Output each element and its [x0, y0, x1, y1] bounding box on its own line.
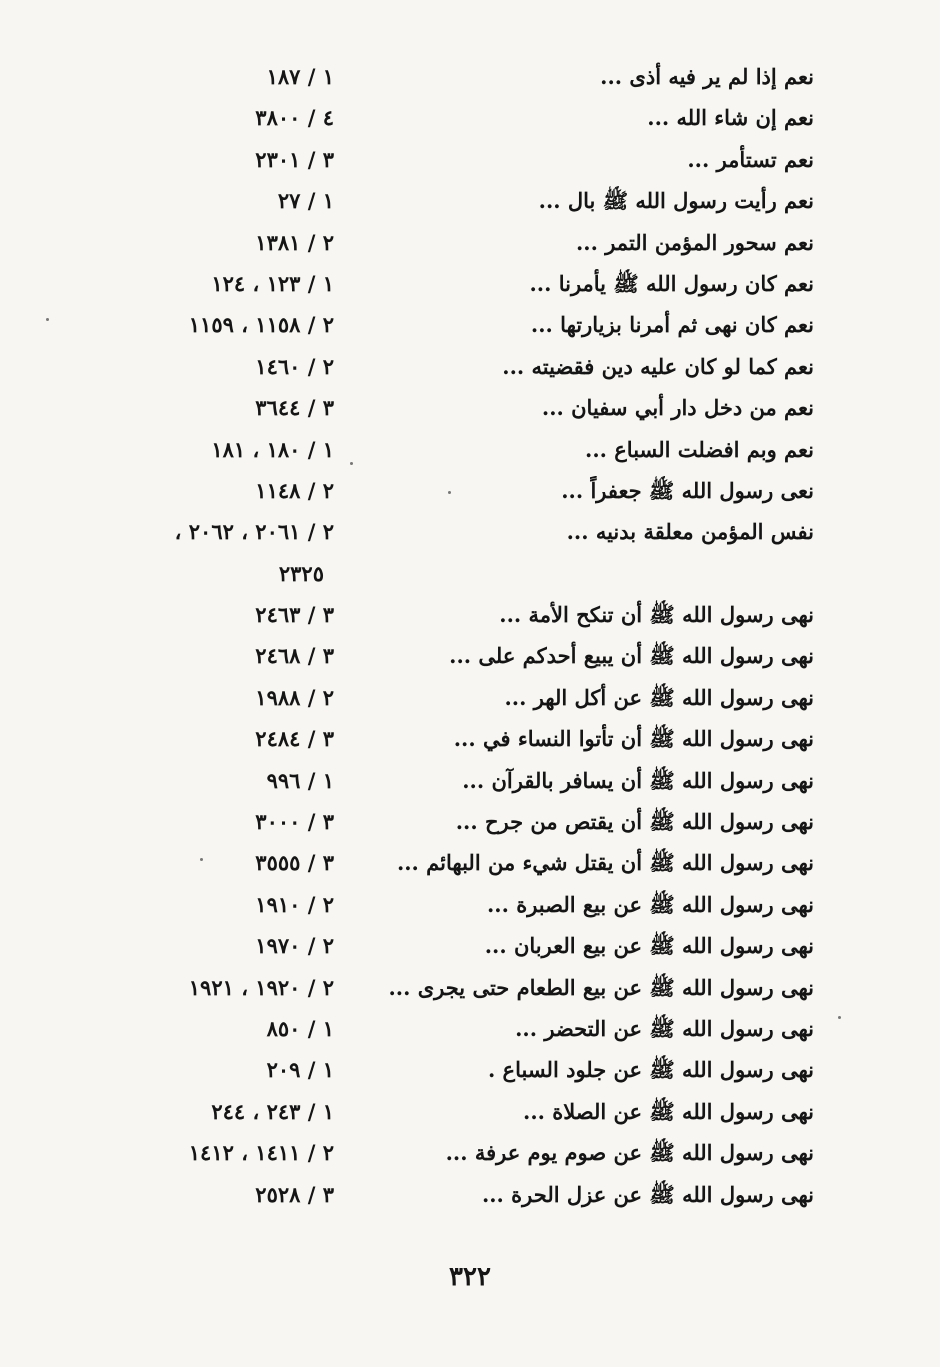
entry-reference: ١ / ٢٧ [277, 188, 334, 214]
entry-phrase: نهى رسول الله ﷺ أن يبيع أحدكم على ... [449, 643, 814, 669]
index-entry [0, 224, 940, 265]
index-entry-list [0, 58, 940, 1217]
index-entry [0, 306, 940, 347]
index-entry [0, 1176, 940, 1217]
index-entry [0, 1134, 940, 1175]
index-entry [0, 348, 940, 389]
entry-phrase: نعم تستأمر ... [687, 146, 814, 172]
index-entry [0, 513, 940, 554]
paper-speck [838, 1016, 841, 1019]
entry-phrase: نعى رسول الله ﷺ جعفراً ... [561, 477, 814, 503]
entry-reference: ٢ / ١٤٦٠ [255, 353, 334, 379]
entry-reference: ٣ / ٢٣٠١ [255, 146, 334, 172]
index-entry [0, 431, 940, 472]
index-entry [0, 555, 940, 596]
index-entry [0, 886, 940, 927]
entry-reference: ٣ / ٢٤٦٨ [255, 643, 334, 669]
index-entry [0, 389, 940, 430]
entry-reference: ٢ / ١٩٧٠ [255, 933, 334, 959]
index-entry [0, 596, 940, 637]
entry-phrase: نعم كان رسول الله ﷺ يأمرنا ... [529, 270, 814, 296]
entry-phrase: نهى رسول الله ﷺ عن بيع الصبرة ... [486, 891, 814, 917]
entry-phrase: نهى رسول الله ﷺ أن يسافر بالقرآن ... [462, 767, 814, 793]
entry-reference: ٢ / ١١٤٨ [255, 477, 334, 503]
index-entry [0, 182, 940, 223]
index-entry [0, 58, 940, 99]
entry-reference: ١ / ١٢٣ ، ١٢٤ [211, 270, 334, 296]
index-entry [0, 803, 940, 844]
index-entry [0, 141, 940, 182]
entry-reference: ١ / ٢٠٩ [266, 1057, 334, 1083]
entry-reference: ٢ / ٢٠٦١ ، ٢٠٦٢ ، [174, 519, 334, 545]
paper-speck [46, 318, 49, 321]
entry-phrase: نهى رسول الله ﷺ عن بيع الطعام حتى يجرى ... [388, 974, 814, 1000]
entry-reference: ١ / ٢٤٣ ، ٢٤٤ [211, 1098, 334, 1124]
index-entry [0, 265, 940, 306]
entry-phrase: نهى رسول الله ﷺ عن أكل الهر ... [504, 684, 814, 710]
entry-phrase: نعم من دخل دار أبي سفيان ... [541, 395, 814, 421]
entry-reference: ١ / ٨٥٠ [266, 1015, 334, 1041]
index-entry [0, 1010, 940, 1051]
index-entry [0, 762, 940, 803]
entry-reference: ٣ / ٢٤٦٣ [255, 602, 334, 628]
index-entry [0, 1093, 940, 1134]
entry-phrase: نعم وبم افضلت السباع ... [585, 436, 814, 462]
entry-phrase: نهى رسول الله ﷺ عن التحضر ... [515, 1015, 814, 1041]
entry-phrase: نهى رسول الله ﷺ عن صوم يوم عرفة ... [445, 1140, 814, 1166]
paper-speck [350, 462, 353, 465]
entry-reference: ٢ / ١١٥٨ ، ١١٥٩ [188, 312, 334, 338]
entry-reference: ٣ / ٣٦٤٤ [255, 395, 334, 421]
entry-reference: ٤ / ٣٨٠٠ [255, 105, 334, 131]
page-number: ٣٢٢ [449, 1262, 491, 1292]
entry-phrase: نهى رسول الله ﷺ أن تنكح الأمة ... [499, 602, 814, 628]
entry-phrase: نهى رسول الله ﷺ أن تأتوا النساء في ... [453, 726, 814, 752]
entry-reference: ١ / ١٨٧ [266, 64, 334, 89]
entry-reference: ٢٣٢٥ [278, 560, 324, 586]
entry-phrase: نعم إذا لم ير فيه أذى ... [600, 64, 814, 89]
index-entry [0, 1051, 940, 1092]
entry-phrase: نهى رسول الله ﷺ عن الصلاة ... [523, 1098, 814, 1124]
entry-phrase: نعم كان نهى ثم أمرنا بزيارتها ... [530, 312, 814, 338]
entry-phrase: نفس المؤمن معلقة بدنيه ... [566, 519, 814, 545]
entry-reference: ٢ / ١٤١١ ، ١٤١٢ [188, 1140, 334, 1166]
index-entry [0, 637, 940, 678]
index-entry [0, 844, 940, 885]
index-entry [0, 99, 940, 140]
entry-phrase: نهى رسول الله ﷺ عن عزل الحرة ... [481, 1181, 814, 1207]
entry-phrase: نهى رسول الله ﷺ عن جلود السباع . [487, 1057, 814, 1083]
entry-reference: ٣ / ٣٠٠٠ [255, 809, 334, 835]
entry-phrase: نعم رأيت رسول الله ﷺ بال ... [538, 188, 814, 214]
entry-reference: ١ / ١٨٠ ، ١٨١ [211, 436, 334, 462]
index-entry [0, 927, 940, 968]
entry-phrase: نهى رسول الله ﷺ عن بيع العربان ... [484, 933, 814, 959]
paper-speck [200, 858, 203, 861]
entry-reference: ٢ / ١٩٨٨ [255, 684, 334, 710]
entry-reference: ٢ / ١٩٢٠ ، ١٩٢١ [188, 974, 334, 1000]
index-entry [0, 472, 940, 513]
entry-reference: ٣ / ٢٤٨٤ [255, 726, 334, 752]
paper-speck [448, 491, 451, 494]
index-entry [0, 720, 940, 761]
entry-reference: ١ / ٩٩٦ [266, 767, 334, 793]
entry-phrase: نعم كما لو كان عليه دين فقضيته ... [502, 353, 814, 379]
entry-reference: ٣ / ٢٥٢٨ [255, 1181, 334, 1207]
index-entry [0, 679, 940, 720]
entry-phrase: نعم سحور المؤمن التمر ... [575, 229, 814, 255]
entry-phrase: نهى رسول الله ﷺ أن يقتص من جرح ... [455, 809, 814, 835]
entry-phrase: نعم إن شاء الله ... [647, 105, 814, 131]
entry-reference: ٣ / ٣٥٥٥ [255, 850, 334, 876]
entry-phrase: نهى رسول الله ﷺ أن يقتل شيء من البهائم ... [396, 850, 814, 876]
entry-reference: ٢ / ١٣٨١ [255, 229, 334, 255]
entry-reference: ٢ / ١٩١٠ [255, 891, 334, 917]
index-entry [0, 969, 940, 1010]
